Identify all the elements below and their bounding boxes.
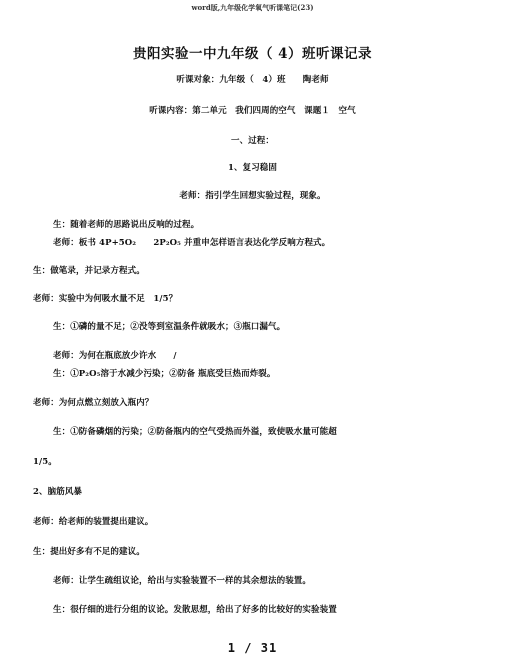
- text-line: 老师：为何点燃立刻放入瓶内？: [33, 398, 154, 408]
- text-line: 生：很仔细的进行分组的议论。发散思想，给出了好多的比较好的实验装置: [53, 605, 337, 615]
- page-separator: /: [244, 641, 253, 655]
- text-line: 生：①防备磷烟的污染；②防备瓶内的空气受热而外溢，致使吸水量可能超: [53, 427, 337, 437]
- total-page-count: 31: [260, 641, 278, 655]
- text-line: 老师：板书 4P+5O₂ 2P₂O₅ 并重申怎样语言表达化学反响方程式。: [53, 238, 331, 248]
- text-line: 老师：为何在瓶底放少许水 /: [53, 351, 177, 361]
- text-line: 老师：让学生疏组议论，给出与实验装置不一样的其余想法的装置。: [53, 576, 312, 586]
- text-line: 生：提出好多有不足的建议。: [33, 547, 145, 557]
- text-line: 老师：实验中为何吸水量不足 1/5？: [33, 294, 178, 304]
- section-heading: 一、过程：: [230, 136, 274, 146]
- current-page-number: 1: [227, 641, 237, 655]
- text-line: 生：随着老师的思路说出反响的过程。: [53, 220, 200, 230]
- text-line: 生：做笔录，并记录方程式。: [33, 266, 145, 276]
- page-indicator: [0, 641, 505, 655]
- text-line: 1/5。: [33, 457, 57, 467]
- document-header: word版,九年级化学氧气听课笔记(23): [191, 3, 314, 12]
- subsection-heading: 2、脑筋风暴: [33, 487, 83, 497]
- content-line: 听课内容：第二单元 我们四周的空气 课题１ 空气: [149, 106, 356, 116]
- text-line: 生：①磷的量不足；②没等到室温条件就吸水；③瓶口漏气。: [53, 322, 286, 332]
- subsection-heading: 1、复习稳固: [227, 163, 277, 173]
- text-line: 老师：给老师的装置提出建议。: [33, 517, 154, 527]
- audience-line: 听课对象：九年级（ 4）班 陶老师: [176, 75, 329, 85]
- text-line: 老师：指引学生回想实验过程，现象。: [179, 191, 326, 201]
- document-title: 贵阳实验一中九年级（ 4）班听课记录: [132, 46, 373, 62]
- text-line: 生：①P₂O₅溶于水减少污染；②防备 瓶底受巨热而炸裂。: [53, 369, 276, 379]
